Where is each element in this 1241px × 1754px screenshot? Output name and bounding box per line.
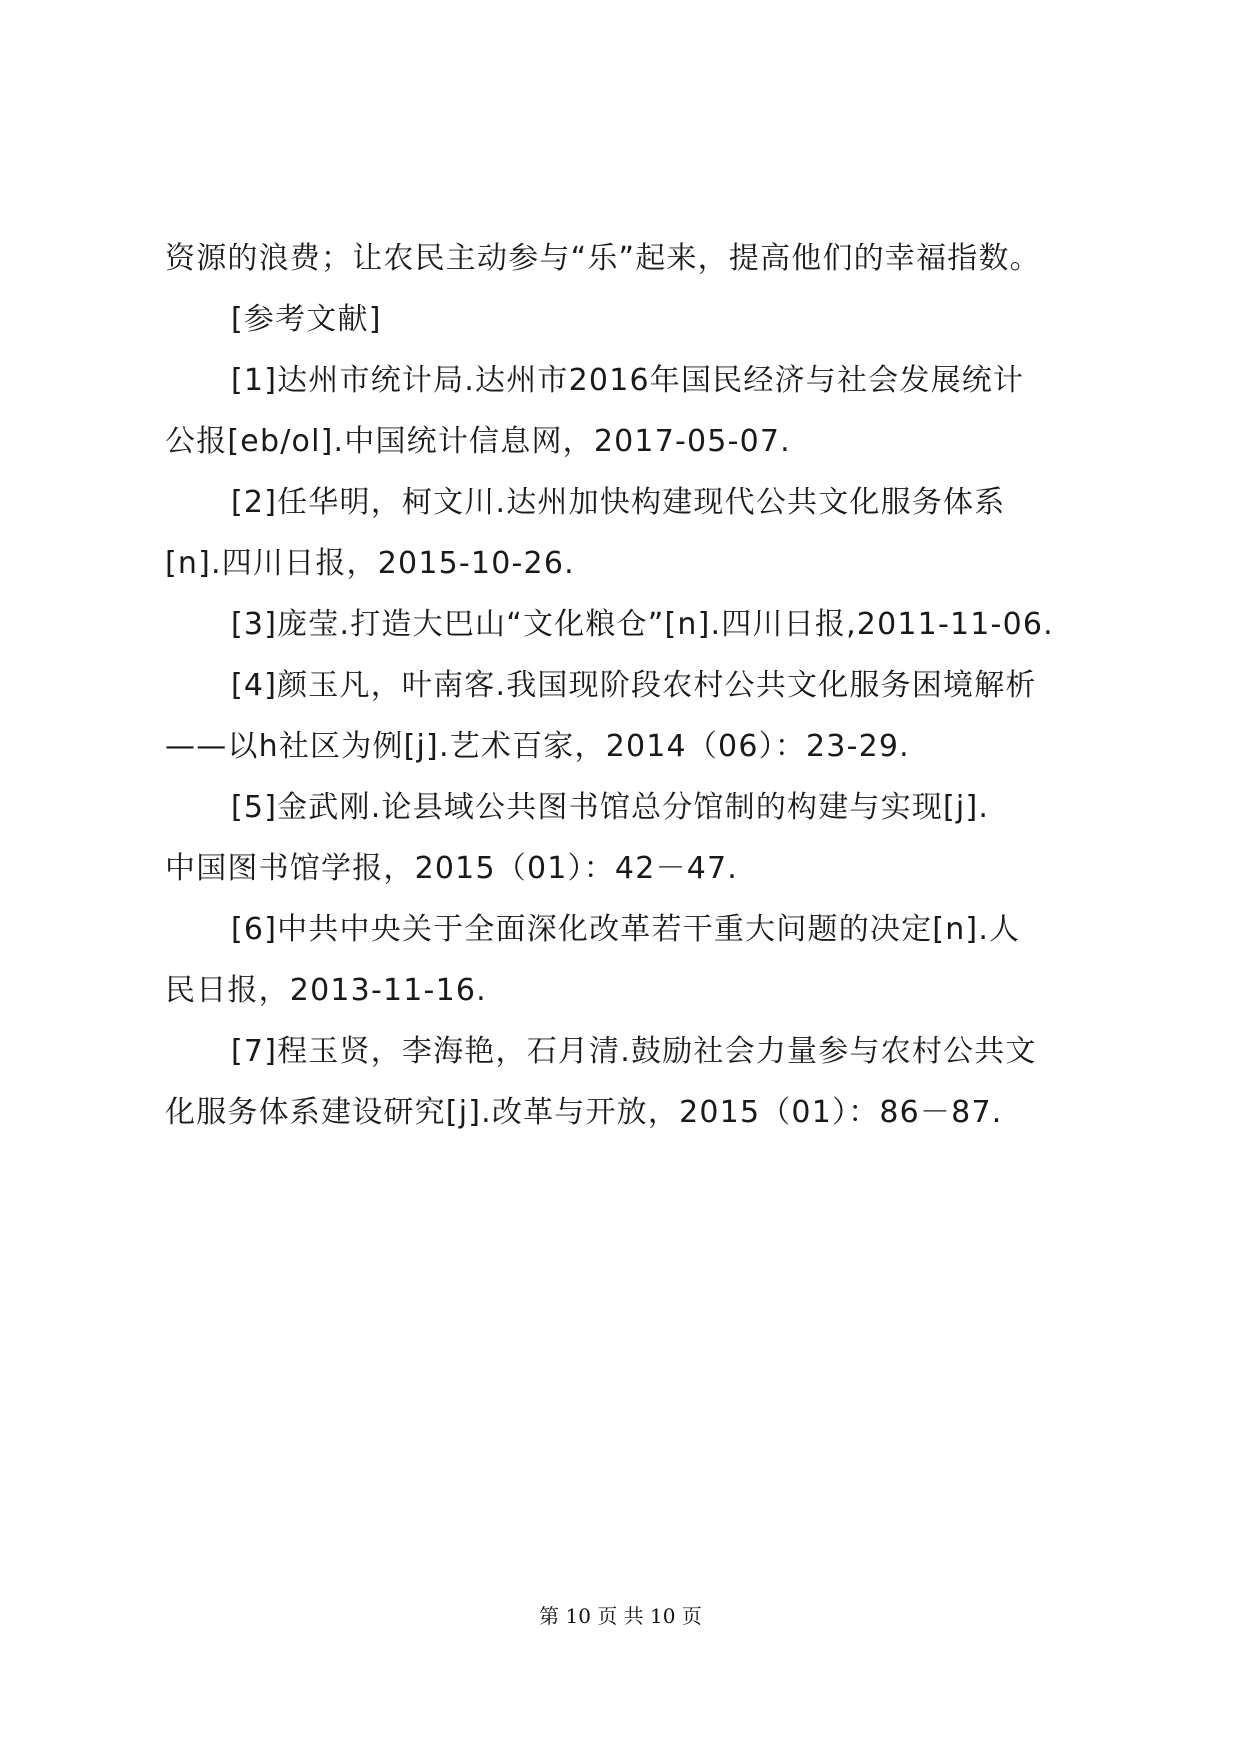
reference-line: [4]颜玉凡，叶南客.我国现阶段农村公共文化服务困境解析 bbox=[231, 668, 1037, 703]
reference-line: 民日报，2013-11-16. bbox=[165, 973, 487, 1008]
reference-line: 中国图书馆学报，2015（01）：42－47. bbox=[165, 851, 739, 886]
reference-line: [1]达州市统计局.达州市2016年国民经济与社会发展统计 bbox=[231, 363, 1025, 398]
page-footer: 第 10 页 共 10 页 bbox=[539, 1604, 702, 1628]
document-body bbox=[165, 228, 1090, 1143]
reference-line: [n].四川日报，2015-10-26. bbox=[165, 546, 575, 581]
reference-line: 公报[eb/ol].中国统计信息网，2017-05-07. bbox=[165, 424, 791, 459]
references-heading: [参考文献] bbox=[231, 302, 382, 337]
body-line: 资源的浪费；让农民主动参与“乐”起来，提高他们的幸福指数。 bbox=[165, 241, 1041, 276]
reference-line: 化服务体系建设研究[j].改革与开放，2015（01）：86－87. bbox=[165, 1095, 1003, 1130]
reference-line: [2]任华明，柯文川.达州加快构建现代公共文化服务体系 bbox=[231, 485, 1006, 520]
reference-line: [6]中共中央关于全面深化改革若干重大问题的决定[n].人 bbox=[231, 912, 1021, 947]
reference-line: [7]程玉贤，李海艳，石月清.鼓励社会力量参与农村公共文 bbox=[231, 1034, 1037, 1069]
reference-line: [5]金武刚.论县域公共图书馆总分馆制的构建与实现[j]. bbox=[231, 790, 990, 825]
reference-line: ——以h社区为例[j].艺术百家，2014（06）：23-29. bbox=[165, 729, 910, 764]
reference-line: [3]庞莹.打造大巴山“文化粮仓”[n].四川日报,2011-11-06. bbox=[231, 607, 1054, 642]
